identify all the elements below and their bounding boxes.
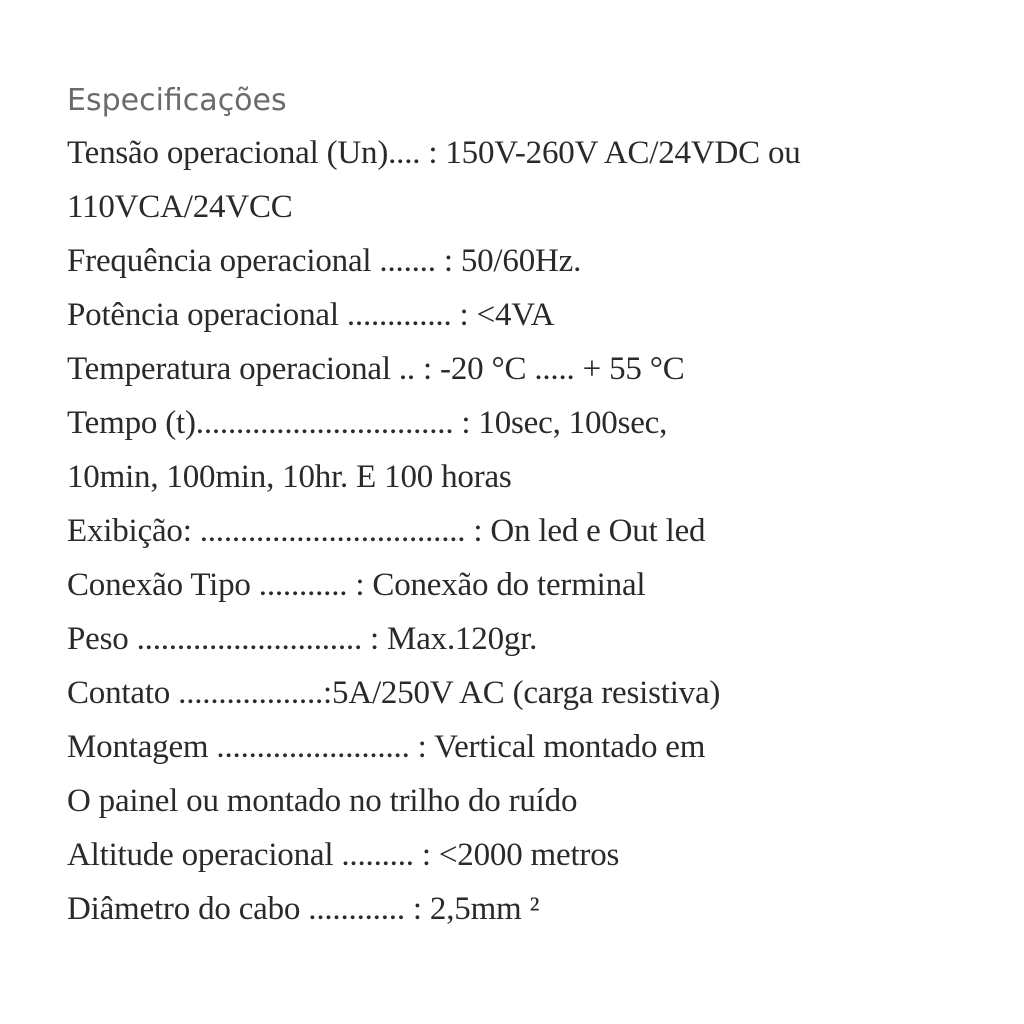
spec-line-operating-altitude: Altitude operacional ......... : <2000 metros [67,837,620,873]
spec-line-operating-temperature: Temperatura operacional .. : -20 °C ..... + 55 °C [67,351,685,387]
spec-line-operating-frequency: Frequência operacional ....... : 50/60Hz. [67,243,582,279]
spec-line-mounting-cont: O painel ou montado no trilho do ruído [67,783,578,819]
section-title: Especificações [67,83,287,118]
spec-line-display: Exibição: ................................. : On led e Out led [67,513,706,549]
spec-line-time-cont: 10min, 100min, 10hr. E 100 horas [67,459,512,495]
spec-list [67,126,801,936]
spec-line-time: Tempo (t)................................ : 10sec, 100sec, [67,405,668,441]
spec-line-connection-type: Conexão Tipo ........... : Conexão do terminal [67,567,646,603]
spec-line-operating-voltage-cont: 110VCA/24VCC [67,189,293,225]
spec-line-operating-power: Potência operacional ............. : <4VA [67,297,555,333]
spec-line-contact: Contato ..................:5A/250V AC (carga resistiva) [67,675,721,711]
spec-line-operating-voltage: Tensão operacional (Un).... : 150V-260V AC/24VDC ou [67,135,801,171]
spec-line-mounting: Montagem ........................ : Vertical montado em [67,729,706,765]
spec-line-weight: Peso ............................ : Max.120gr. [67,621,538,657]
spec-line-cable-diameter: Diâmetro do cabo ............ : 2,5mm ² [67,891,540,927]
